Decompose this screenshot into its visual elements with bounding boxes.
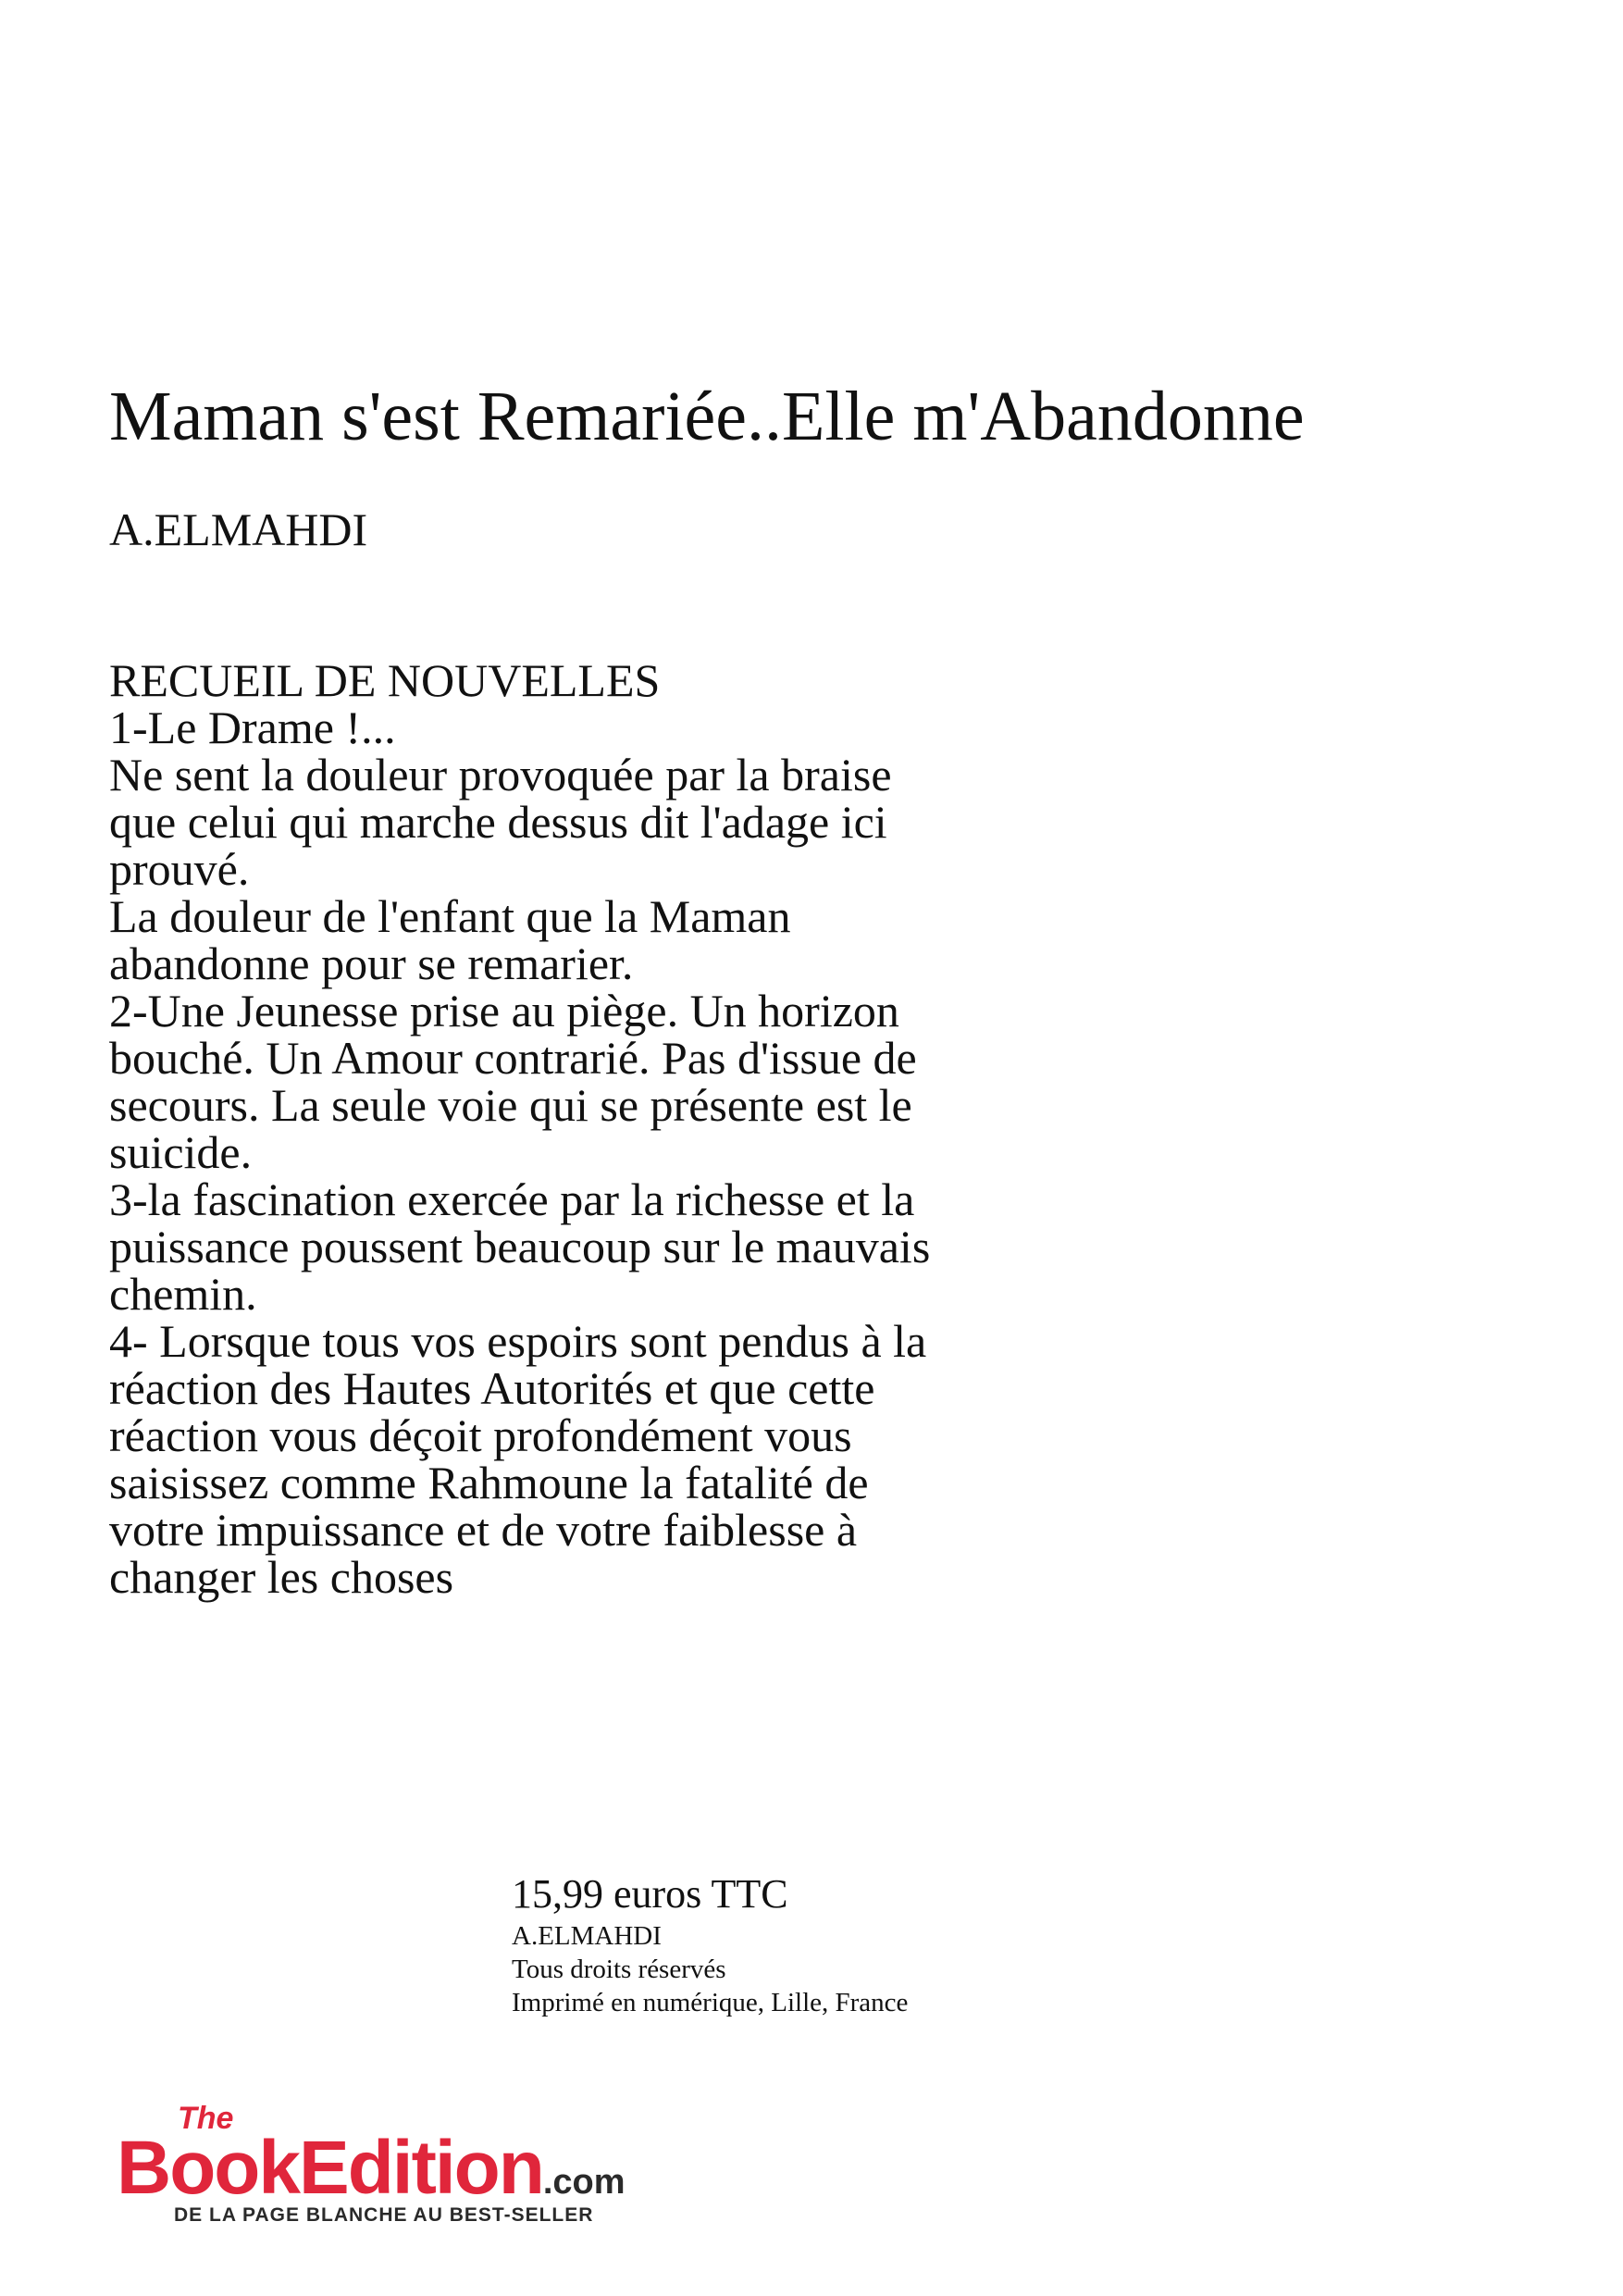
- publisher-logo: [117, 2101, 653, 2230]
- blurb-line: saisissez comme Rahmoune la fatalité de: [109, 1457, 869, 1508]
- blurb-line: 2-Une Jeunesse prise au piège. Un horizon: [109, 985, 899, 1036]
- imprint-block: [512, 1869, 908, 2019]
- blurb-line: votre impuissance et de votre faiblesse à: [109, 1504, 858, 1556]
- blurb-line: 3-la fascination exercée par la richesse et la: [109, 1173, 915, 1225]
- book-author: A.ELMAHDI: [109, 503, 368, 555]
- blurb-line: changer les choses: [109, 1551, 454, 1603]
- logo-the: The: [178, 2101, 234, 2136]
- blurb-line: suicide.: [109, 1126, 253, 1178]
- back-cover-blurb: [109, 654, 1312, 1603]
- blurb-line: 1-Le Drame !...: [109, 701, 396, 753]
- logo-domain: .com: [542, 2163, 626, 2202]
- book-title: Maman s'est Remariée..Elle m'Abandonne: [109, 378, 1305, 455]
- rights-notice: Tous droits réservés: [512, 1955, 726, 1984]
- logo-brand: [117, 2125, 626, 2212]
- blurb-line: chemin.: [109, 1268, 257, 1320]
- blurb-line: La douleur de l'enfant que la Maman: [109, 890, 791, 942]
- blurb-line: abandonne pour se remarier.: [109, 937, 634, 989]
- blurb-line: puissance poussent beaucoup sur le mauvais: [109, 1221, 931, 1272]
- blurb-line: prouvé.: [109, 843, 250, 895]
- blurb-line: que celui qui marche dessus dit l'adage ici: [109, 796, 887, 848]
- logo-tagline: DE LA PAGE BLANCHE AU BEST-SELLER: [174, 2204, 594, 2226]
- logo-brand-name: BookEdition: [117, 2126, 543, 2210]
- blurb-line: bouché. Un Amour contrarié. Pas d'issue de: [109, 1032, 917, 1084]
- blurb-line: Ne sent la douleur provoquée par la braise: [109, 749, 892, 800]
- imprint-author: A.ELMAHDI: [512, 1921, 662, 1951]
- blurb-line: réaction des Hautes Autorités et que cette: [109, 1362, 875, 1414]
- price-label: 15,99 euros TTC: [512, 1871, 788, 1917]
- blurb-line: réaction vous déçoit profondément vous: [109, 1409, 852, 1461]
- blurb-heading: RECUEIL DE NOUVELLES: [109, 654, 661, 706]
- blurb-line: secours. La seule voie qui se présente est le: [109, 1079, 912, 1131]
- blurb-line: 4- Lorsque tous vos espoirs sont pendus à la: [109, 1315, 927, 1367]
- print-location: Imprimé en numérique, Lille, France: [512, 1988, 909, 2017]
